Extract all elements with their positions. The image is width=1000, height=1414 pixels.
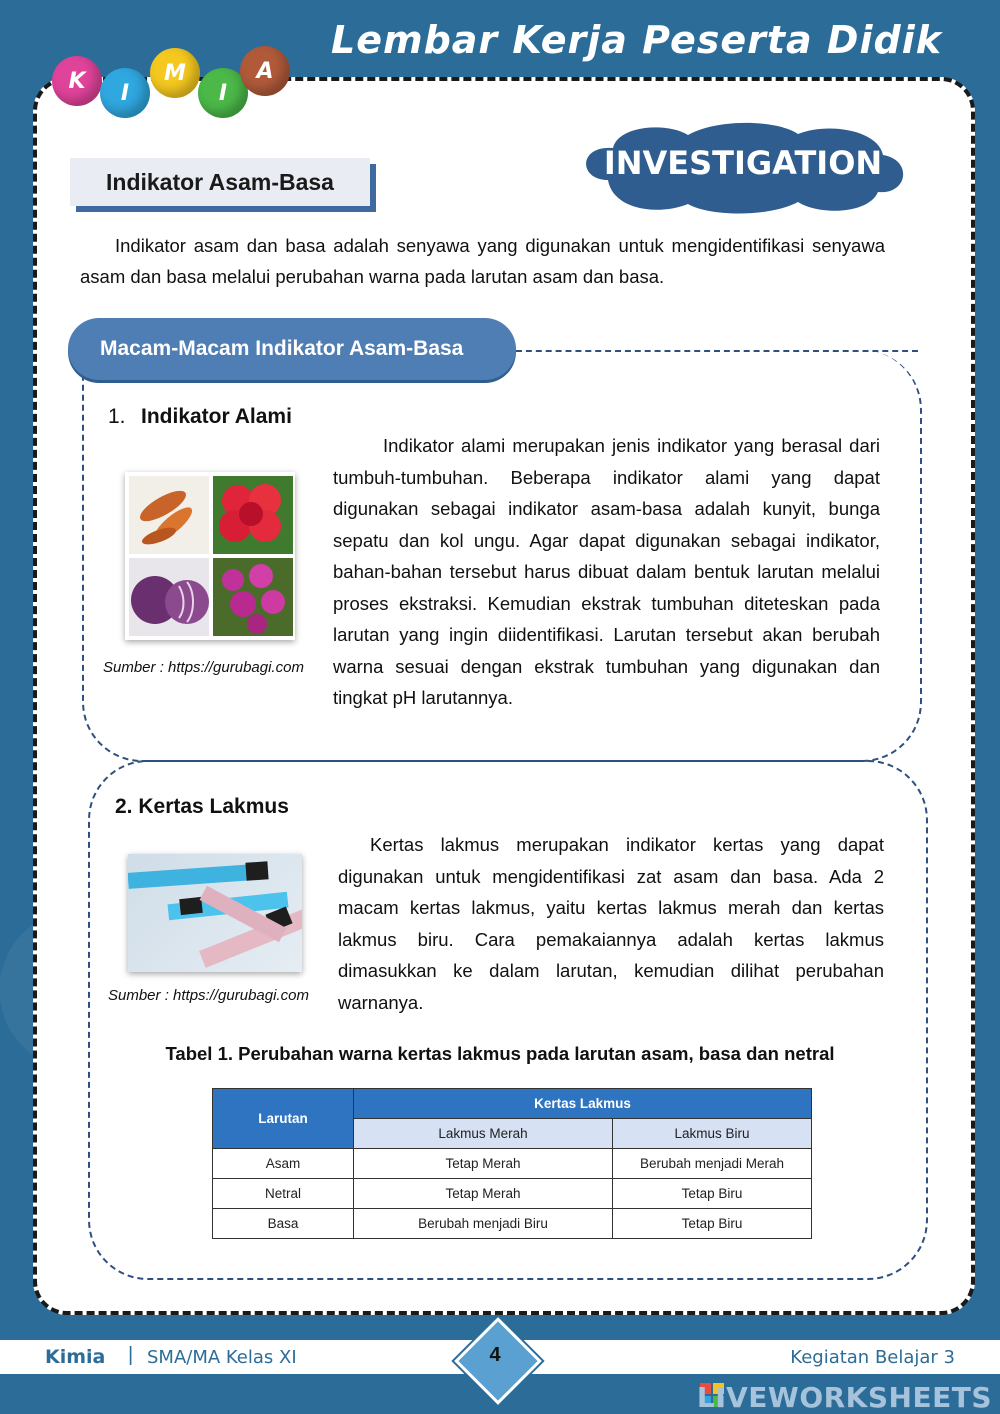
kimia-logo <box>52 42 297 112</box>
item1-title: Indikator Alami <box>141 405 292 428</box>
turmeric-image <box>129 476 209 554</box>
footer-class: SMA/MA Kelas XI <box>147 1347 297 1368</box>
item1-paragraph: Indikator alami merupakan jenis indikator yang berasal dari tumbuh-tumbuhan. Beberapa indikator alami yang dapat digunakan sebagai indikator asam-basa adalah kunyit, bunga sepatu dan kol ungu. Agar dapat digunakan sebagai indikator, bahan-bahan tersebut harus dibuat dalam bentuk larutan melalui proses ekstraksi. Kemudian ekstrak tumbuhan diteteskan pada larutan yang ingin diidentifikasi. Larutan tersebut akan berubah warna sesuai dengan ekstrak tumbuhan yang digunakan dan tingkat pH larutannya. <box>333 435 880 708</box>
table-cell-biru: Tetap Biru <box>613 1209 812 1239</box>
table-header-kertas-lakmus: Kertas Lakmus <box>354 1089 812 1119</box>
logo-ball-m: M <box>150 48 200 98</box>
table-cell-merah: Berubah menjadi Biru <box>354 1209 613 1239</box>
item2-paragraph: Kertas lakmus merupakan indikator kertas yang dapat digunakan untuk mengidentifikasi zat asam dan basa. Ada 2 macam kertas lakmus, yaitu kertas lakmus merah dan kertas lakmus biru. Cara pemakaiannya adalah kertas lakmus dimasukkan ke dalam larutan, kemudian dilihat perubahan warnanya. <box>338 834 884 1013</box>
natural-indicator-photo <box>125 472 295 640</box>
intro-paragraph: Indikator asam dan basa adalah senyawa yang digunakan untuk mengidentifikasi senyawa asam dan basa melalui perubahan warna pada larutan asam dan basa. <box>80 235 885 287</box>
table-cell-biru: Tetap Biru <box>613 1179 812 1209</box>
table-cell-merah: Tetap Merah <box>354 1179 613 1209</box>
item1-number: 1. <box>108 405 126 428</box>
table-cell-biru: Berubah menjadi Merah <box>613 1149 812 1179</box>
logo-ball-i1: I <box>100 68 150 118</box>
litmus-table <box>212 1088 812 1239</box>
page-number: 4 <box>489 1344 501 1366</box>
item2-caption: Sumber : https://gurubagi.com <box>108 987 309 1004</box>
footer-activity: Kegiatan Belajar 3 <box>790 1347 955 1368</box>
topic-title: Indikator Asam-Basa <box>70 158 370 206</box>
table-row <box>213 1149 812 1179</box>
footer-separator: | <box>128 1344 134 1366</box>
table-header-larutan: Larutan <box>213 1089 354 1149</box>
item2-title: 2. Kertas Lakmus <box>115 795 289 818</box>
table-cell-merah: Tetap Merah <box>354 1149 613 1179</box>
table-row <box>213 1209 812 1239</box>
bougainvillea-image <box>213 558 293 636</box>
table-caption: Tabel 1. Perubahan warna kertas lakmus pada larutan asam, basa dan netral <box>165 1043 835 1064</box>
section-title: Macam-Macam Indikator Asam-Basa <box>68 318 516 380</box>
table-header-lakmus-merah: Lakmus Merah <box>354 1119 613 1149</box>
litmus-strips-image <box>128 854 302 972</box>
investigation-badge <box>578 120 908 216</box>
table-cell-larutan: Basa <box>213 1209 354 1239</box>
table-row <box>213 1179 812 1209</box>
table-cell-larutan: Netral <box>213 1179 354 1209</box>
litmus-paper-photo <box>128 854 302 972</box>
red-cabbage-image <box>129 558 209 636</box>
header-title: Lembar Kerja Peserta Didik <box>330 18 942 62</box>
liveworksheets-watermark: LIVEWORKSHEETS <box>696 1381 992 1414</box>
footer-subject: Kimia <box>45 1346 106 1368</box>
investigation-label: INVESTIGATION <box>603 144 883 182</box>
table-cell-larutan: Asam <box>213 1149 354 1179</box>
section-box-1-top-border <box>516 350 918 352</box>
hibiscus-image <box>213 476 293 554</box>
item1-caption: Sumber : https://gurubagi.com <box>103 659 304 676</box>
logo-ball-i2: I <box>198 68 248 118</box>
logo-ball-k: K <box>52 56 102 106</box>
logo-ball-a: A <box>240 46 290 96</box>
table-header-lakmus-biru: Lakmus Biru <box>613 1119 812 1149</box>
